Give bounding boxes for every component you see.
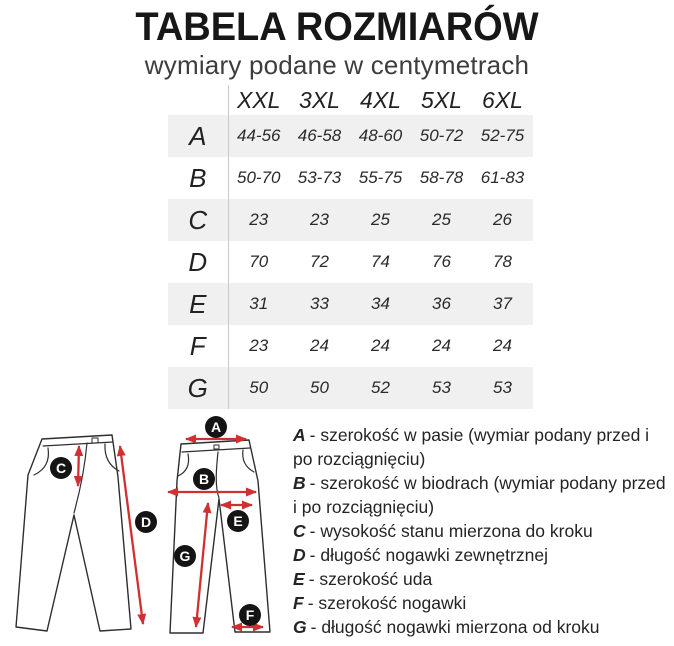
pants-front-width-view bbox=[170, 440, 270, 633]
svg-text:E: E bbox=[233, 513, 243, 529]
table-row bbox=[168, 199, 533, 241]
table-cell: 23 bbox=[249, 336, 269, 355]
legend-item bbox=[293, 543, 673, 567]
table-row bbox=[168, 241, 533, 283]
badge-d bbox=[135, 511, 157, 533]
svg-text:B: B bbox=[198, 471, 210, 487]
table-cell: 53-73 bbox=[297, 168, 342, 187]
table-cell: 53 bbox=[432, 378, 451, 397]
badge-b bbox=[193, 468, 215, 490]
row-label: B bbox=[168, 157, 228, 199]
column-header: 3XL bbox=[299, 86, 340, 113]
table-cell: 34 bbox=[371, 294, 390, 313]
table-cell: 55-75 bbox=[358, 168, 403, 187]
legend-key: A bbox=[293, 425, 306, 445]
table-cell: 24 bbox=[493, 336, 512, 355]
legend-item bbox=[293, 591, 673, 615]
table-cell: 52 bbox=[371, 378, 390, 397]
legend-desc: - szerokość uda bbox=[308, 569, 433, 589]
table-row bbox=[168, 283, 533, 325]
table-row bbox=[168, 115, 533, 157]
legend-item bbox=[293, 567, 673, 591]
svg-text:A: A bbox=[210, 419, 222, 435]
badge-g bbox=[174, 545, 196, 567]
table-cell: 25 bbox=[371, 210, 390, 229]
legend-key: C bbox=[293, 521, 306, 541]
table-cell: 25 bbox=[432, 210, 451, 229]
table-cell: 50-72 bbox=[419, 126, 464, 145]
table-cell: 53 bbox=[493, 378, 512, 397]
pants-front-rise-view bbox=[16, 435, 131, 631]
table-cell: 48-60 bbox=[358, 126, 403, 145]
legend-desc: - szerokość nogawki bbox=[307, 593, 467, 613]
row-label: C bbox=[168, 199, 228, 241]
svg-text:F: F bbox=[245, 607, 255, 623]
row-label: D bbox=[168, 241, 228, 283]
row-label: E bbox=[168, 283, 228, 325]
legend-key: D bbox=[293, 545, 306, 565]
table-cell: 31 bbox=[249, 294, 269, 313]
table-cell: 23 bbox=[249, 210, 269, 229]
table-cell: 50-70 bbox=[237, 168, 281, 187]
pants-diagram bbox=[0, 415, 292, 641]
table-cell: 50 bbox=[249, 378, 269, 397]
legend-desc: - szerokość w biodrach (wymiar podany przed i po rozciągnięciu) bbox=[293, 473, 666, 517]
row-label: F bbox=[168, 325, 228, 367]
legend-item bbox=[293, 615, 673, 639]
table-cell: 61-83 bbox=[480, 168, 525, 187]
measure-arrow-c bbox=[78, 446, 79, 486]
table-cell: 33 bbox=[310, 294, 329, 313]
legend-key: B bbox=[293, 473, 306, 493]
table-cell: 24 bbox=[371, 336, 390, 355]
table-cell: 58-78 bbox=[419, 168, 464, 187]
legend-key: E bbox=[293, 569, 305, 589]
table-row bbox=[168, 367, 533, 409]
pants-diagram-area bbox=[0, 415, 292, 641]
header-row bbox=[168, 85, 533, 115]
table-cell: 50 bbox=[310, 378, 329, 397]
badge-f bbox=[239, 604, 261, 626]
svg-text:D: D bbox=[140, 514, 152, 530]
legend-desc: - szerokość w pasie (wymiar podany przed i po rozciągnięciu) bbox=[293, 425, 650, 469]
badge-c bbox=[50, 457, 72, 479]
column-header: 4XL bbox=[360, 86, 401, 113]
page-subtitle: wymiary podane w centymetrach bbox=[144, 50, 530, 80]
badge-a bbox=[205, 416, 227, 438]
legend-desc: - wysokość stanu mierzona do kroku bbox=[309, 521, 593, 541]
column-header: 6XL bbox=[482, 86, 523, 113]
page-header bbox=[0, 4, 674, 80]
table-cell: 78 bbox=[493, 252, 512, 271]
legend-key: G bbox=[293, 617, 307, 637]
table-body bbox=[168, 115, 533, 409]
table-cell: 74 bbox=[371, 252, 390, 271]
row-label: G bbox=[168, 367, 228, 409]
table-cell: 23 bbox=[310, 210, 329, 229]
size-table-head bbox=[168, 85, 533, 115]
row-label: A bbox=[168, 115, 228, 157]
legend-item bbox=[293, 423, 673, 471]
table-cell: 70 bbox=[249, 252, 269, 271]
svg-text:G: G bbox=[179, 548, 191, 564]
table-cell: 44-56 bbox=[237, 126, 281, 145]
table-cell: 37 bbox=[493, 294, 512, 313]
corner-cell bbox=[168, 85, 228, 115]
legend-item bbox=[293, 519, 673, 543]
legend-desc: - długość nogawki zewnętrznej bbox=[309, 545, 548, 565]
legend-desc: - długość nogawki mierzona od kroku bbox=[310, 617, 600, 637]
column-header: XXL bbox=[237, 86, 281, 113]
table-cell: 46-58 bbox=[297, 126, 342, 145]
table-row bbox=[168, 325, 533, 367]
badge-e bbox=[227, 510, 249, 532]
table-cell: 36 bbox=[432, 294, 451, 313]
table-cell: 24 bbox=[432, 336, 451, 355]
legend-key: F bbox=[293, 593, 304, 613]
table-cell: 24 bbox=[310, 336, 329, 355]
column-header: 5XL bbox=[421, 86, 462, 113]
page-title: TABELA ROZMIARÓW bbox=[135, 5, 539, 49]
table-cell: 52-75 bbox=[480, 126, 525, 145]
table-cell: 72 bbox=[310, 252, 329, 271]
table-cell: 76 bbox=[432, 252, 451, 271]
legend bbox=[293, 423, 673, 639]
svg-text:C: C bbox=[55, 460, 67, 476]
table-row bbox=[168, 157, 533, 199]
legend-item bbox=[293, 471, 673, 519]
size-table bbox=[168, 85, 533, 409]
table-cell: 26 bbox=[493, 210, 512, 229]
